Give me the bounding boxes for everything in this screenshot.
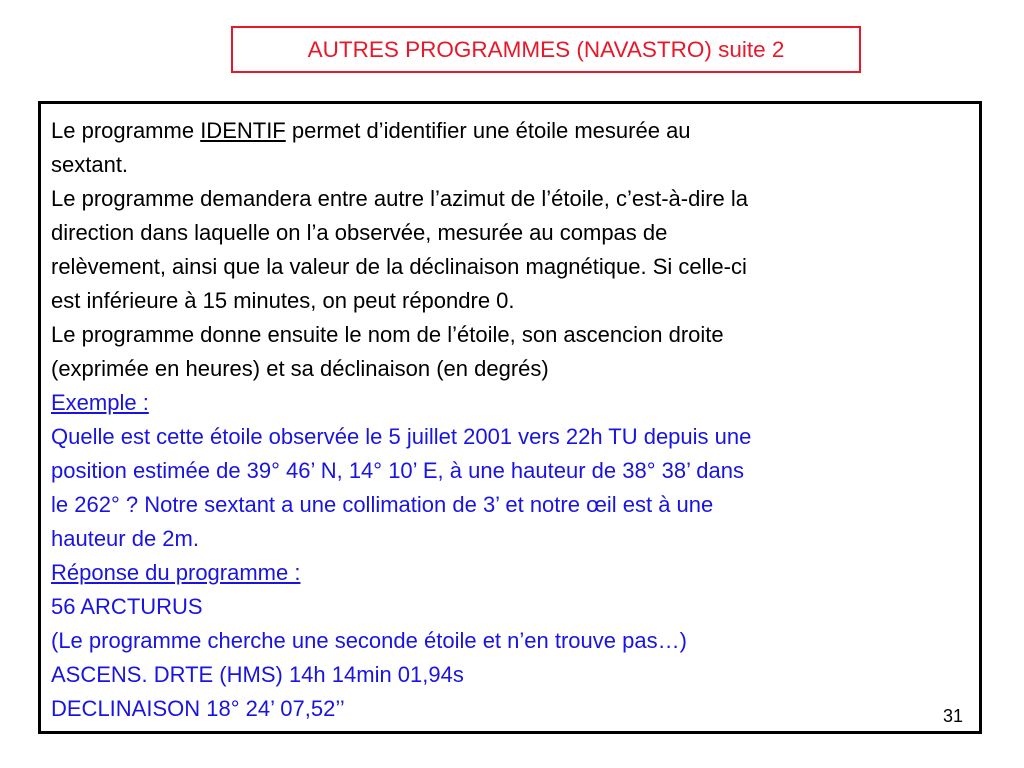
intro-text-a: Le programme — [51, 118, 201, 143]
identif-link: IDENTIF — [200, 118, 286, 143]
content-text — [51, 114, 971, 726]
description-line-1: Le programme demandera entre autre l’azimut de l’étoile, c’est-à-dire la — [51, 186, 749, 211]
answer-line-4: DECLINAISON 18° 24’ 07,52’’ — [51, 696, 345, 721]
example-line-4: hauteur de 2m. — [51, 526, 199, 551]
title-box — [231, 26, 861, 73]
answer-heading-text: Réponse du programme : — [51, 560, 301, 585]
description-line-6: (exprimée en heures) et sa déclinaison (en degrés) — [51, 356, 549, 381]
example-heading — [51, 386, 971, 420]
answer-line-3: ASCENS. DRTE (HMS) 14h 14min 01,94s — [51, 662, 464, 687]
answer-line-2: (Le programme cherche une seconde étoile et n’en trouve pas…) — [51, 628, 687, 653]
description-line-5: Le programme donne ensuite le nom de l’étoile, son ascencion droite — [51, 322, 724, 347]
intro-line-2: sextant. — [51, 152, 129, 177]
example-line-1: Quelle est cette étoile observée le 5 juillet 2001 vers 22h TU depuis une — [51, 424, 752, 449]
intro-line-1 — [51, 114, 971, 148]
example-line-2: position estimée de 39° 46’ N, 14° 10’ E, à une hauteur de 38° 38’ dans — [51, 458, 744, 483]
page-number: 31 — [942, 706, 963, 726]
description-line-4: est inférieure à 15 minutes, on peut répondre 0. — [51, 288, 515, 313]
description-line-3: relèvement, ainsi que la valeur de la déclinaison magnétique. Si celle-ci — [51, 254, 747, 279]
content-box — [38, 101, 982, 734]
example-heading-text: Exemple : — [51, 390, 149, 415]
answer-line-1: 56 ARCTURUS — [51, 594, 203, 619]
intro-text-b: permet d’identifier une étoile mesurée au — [285, 118, 691, 143]
answer-heading — [51, 556, 971, 590]
slide-title: AUTRES PROGRAMMES (NAVASTRO) suite 2 — [307, 36, 785, 62]
example-line-3: le 262° ? Notre sextant a une collimation de 3’ et notre œil est à une — [51, 492, 714, 517]
description-line-2: direction dans laquelle on l’a observée, mesurée au compas de — [51, 220, 668, 245]
